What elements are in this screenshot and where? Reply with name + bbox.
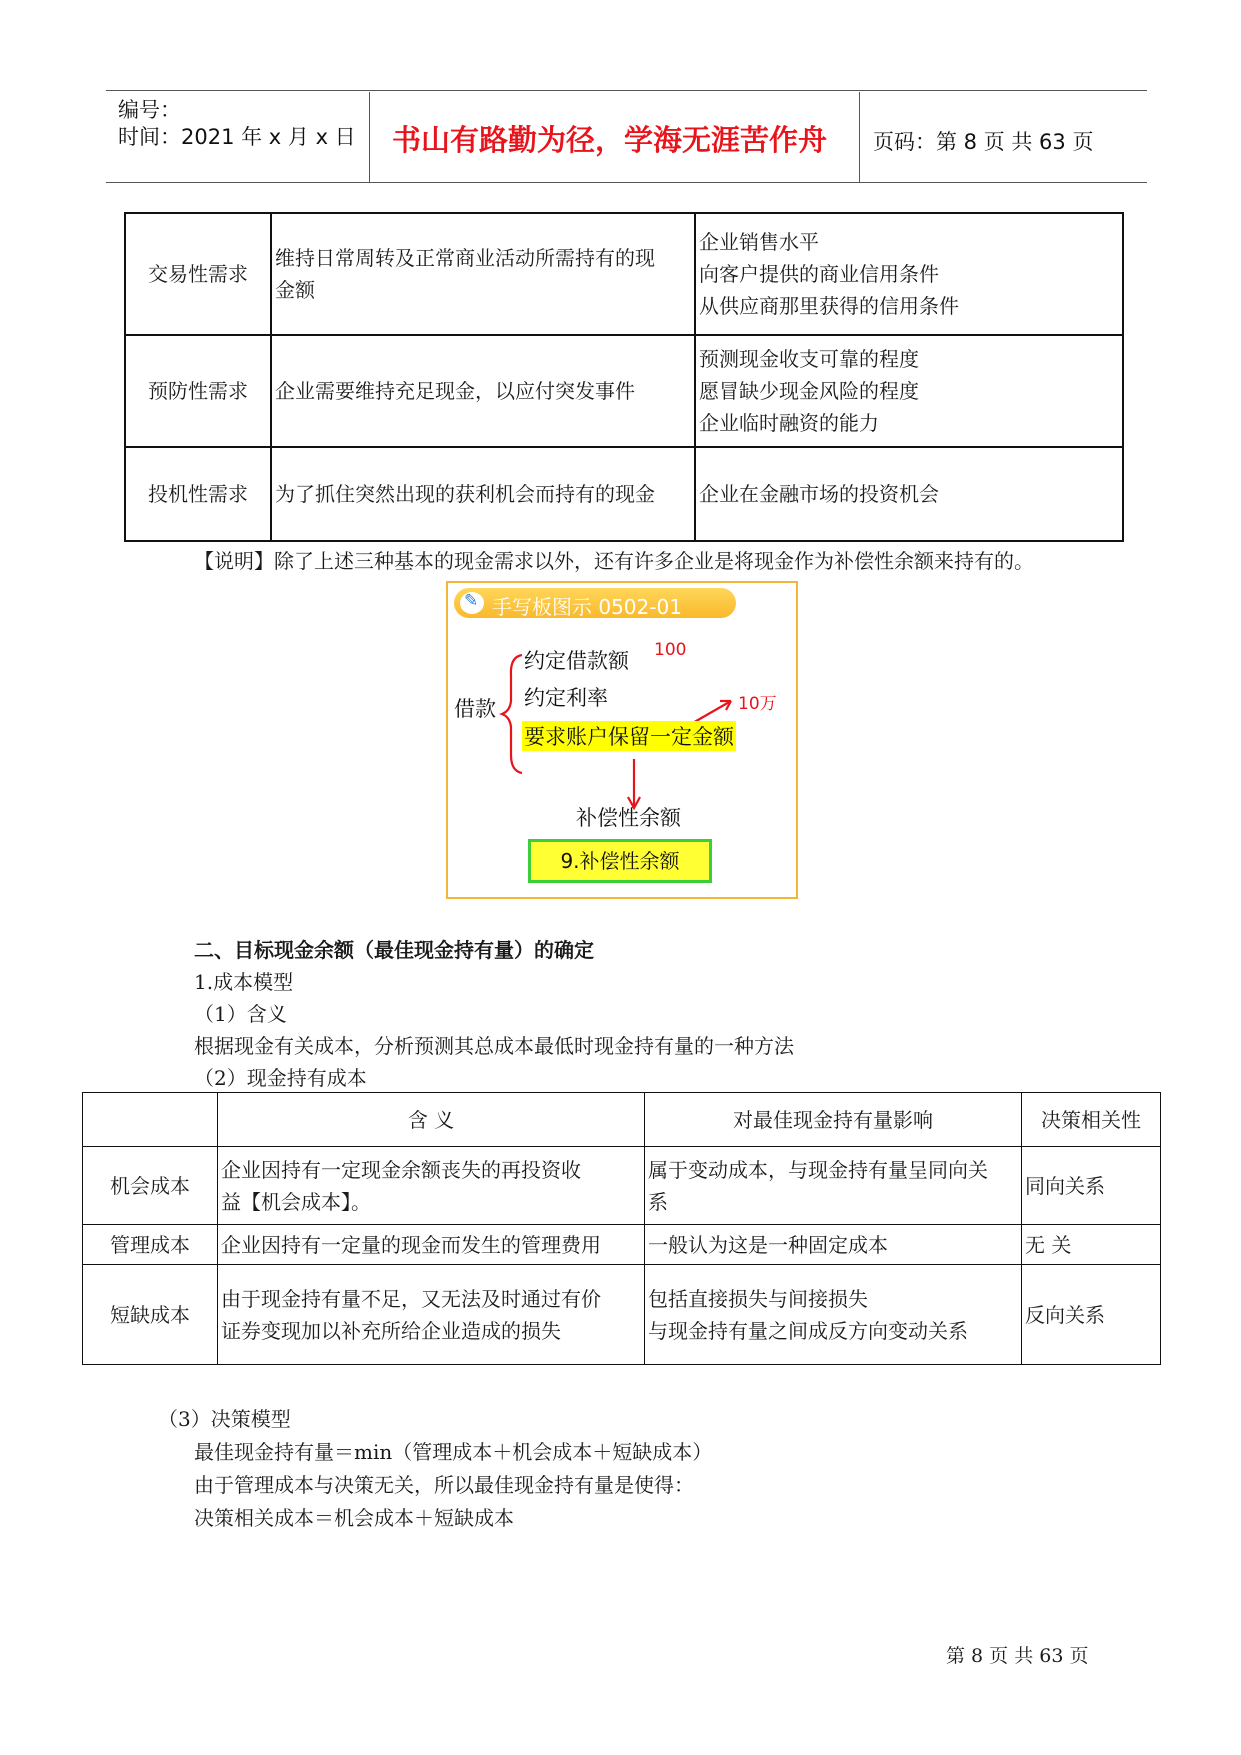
table-row	[125, 447, 1123, 541]
cost-name: 管理成本	[83, 1225, 218, 1265]
header-divider-right	[859, 92, 860, 182]
note-paragraph: 【说明】除了上述三种基本的现金需求以外，还有许多企业是将现金作为补偿性余额来持有的。	[194, 549, 1034, 573]
decision-line-2: 由于管理成本与决策无关，所以最佳现金持有量是使得：	[194, 1473, 694, 1497]
holding-cost-table	[82, 1092, 1161, 1365]
table-row	[125, 213, 1123, 335]
header-cell: 对最佳现金持有量影响	[645, 1093, 1022, 1147]
annotation-10w: 10万	[738, 694, 777, 714]
cost-meaning: 企业因持有一定量的现金而发生的管理费用	[218, 1225, 645, 1265]
table-row	[125, 335, 1123, 447]
cash-demand-table	[124, 212, 1124, 542]
demand-description: 为了抓住突然出现的获利机会而持有的现金	[271, 447, 695, 541]
brace-stroke	[502, 655, 522, 773]
diagram-title: 手写板图示 0502-01	[492, 595, 682, 619]
table-header-row	[83, 1093, 1161, 1147]
cost-name: 机会成本	[83, 1147, 218, 1225]
cost-effect: 属于变动成本，与现金持有量呈同向关 系	[645, 1147, 1022, 1225]
header-divider-left	[369, 92, 370, 182]
section-heading: 二、目标现金余额（最佳现金持有量）的确定	[194, 938, 594, 962]
handwriting-diagram	[446, 581, 798, 899]
cost-name: 短缺成本	[83, 1265, 218, 1365]
page-footer: 第 8 页 共 63 页	[946, 1645, 1089, 1667]
cost-relevance: 同向关系	[1022, 1147, 1161, 1225]
demand-name: 预防性需求	[125, 335, 271, 447]
header-cell	[83, 1093, 218, 1147]
header-cell: 决策相关性	[1022, 1093, 1161, 1147]
subsection-meaning: （1）含义	[194, 1002, 287, 1026]
demand-factors: 企业在金融市场的投资机会	[695, 447, 1123, 541]
annotation-amount: 100	[654, 640, 687, 660]
demand-name: 投机性需求	[125, 447, 271, 541]
cost-relevance: 反向关系	[1022, 1265, 1161, 1365]
table-row	[83, 1225, 1161, 1265]
cost-effect: 一般认为这是一种固定成本	[645, 1225, 1022, 1265]
diagram-result-box: 9.补偿性余额	[528, 839, 712, 883]
decision-line-3: 决策相关成本＝机会成本＋短缺成本	[194, 1506, 514, 1530]
cost-meaning: 由于现金持有量不足，又无法及时通过有价 证券变现加以补充所给企业造成的损失	[218, 1265, 645, 1365]
demand-description: 企业需要维持充足现金，以应付突发事件	[271, 335, 695, 447]
header-motto: 书山有路勤为径，学海无涯苦作舟	[392, 123, 828, 157]
cost-effect: 包括直接损失与间接损失 与现金持有量之间成反方向变动关系	[645, 1265, 1022, 1365]
demand-factors: 预测现金收支可靠的程度 愿冒缺少现金风险的程度 企业临时融资的能力	[695, 335, 1123, 447]
diagram-result: 补偿性余额	[576, 806, 681, 830]
cost-relevance: 无 关	[1022, 1225, 1161, 1265]
demand-factors: 企业销售水平 向客户提供的商业信用条件 从供应商那里获得的信用条件	[695, 213, 1123, 335]
table-row	[83, 1265, 1161, 1365]
demand-description: 维持日常周转及正常商业活动所需持有的现 金额	[271, 213, 695, 335]
decision-heading: （3）决策模型	[158, 1407, 291, 1431]
subsection-cost-model: 1.成本模型	[194, 970, 294, 994]
diagram-root: 借款	[454, 697, 496, 721]
header-top-rule	[106, 90, 1147, 91]
cost-meaning: 企业因持有一定现金余额丧失的再投资收 益【机会成本】。	[218, 1147, 645, 1225]
header-bottom-rule	[106, 182, 1147, 183]
header-number-label: 编号：	[118, 98, 181, 122]
demand-name: 交易性需求	[125, 213, 271, 335]
header-time-label: 时间：2021 年 x 月 x 日	[118, 125, 356, 149]
header-cell: 含 义	[218, 1093, 645, 1147]
decision-line-1: 最佳现金持有量＝min（管理成本＋机会成本＋短缺成本）	[194, 1440, 713, 1464]
diagram-item-highlight: 要求账户保留一定金额	[522, 721, 736, 751]
definition-text: 根据现金有关成本，分析预测其总成本最低时现金持有量的一种方法	[194, 1034, 794, 1058]
table-row	[83, 1147, 1161, 1225]
diagram-item: 约定利率	[524, 686, 608, 710]
subsection-holding-cost: （2）现金持有成本	[194, 1066, 367, 1090]
header-page-info: 页码：第 8 页 共 63 页	[873, 130, 1094, 154]
diagram-item: 约定借款额	[524, 649, 629, 673]
